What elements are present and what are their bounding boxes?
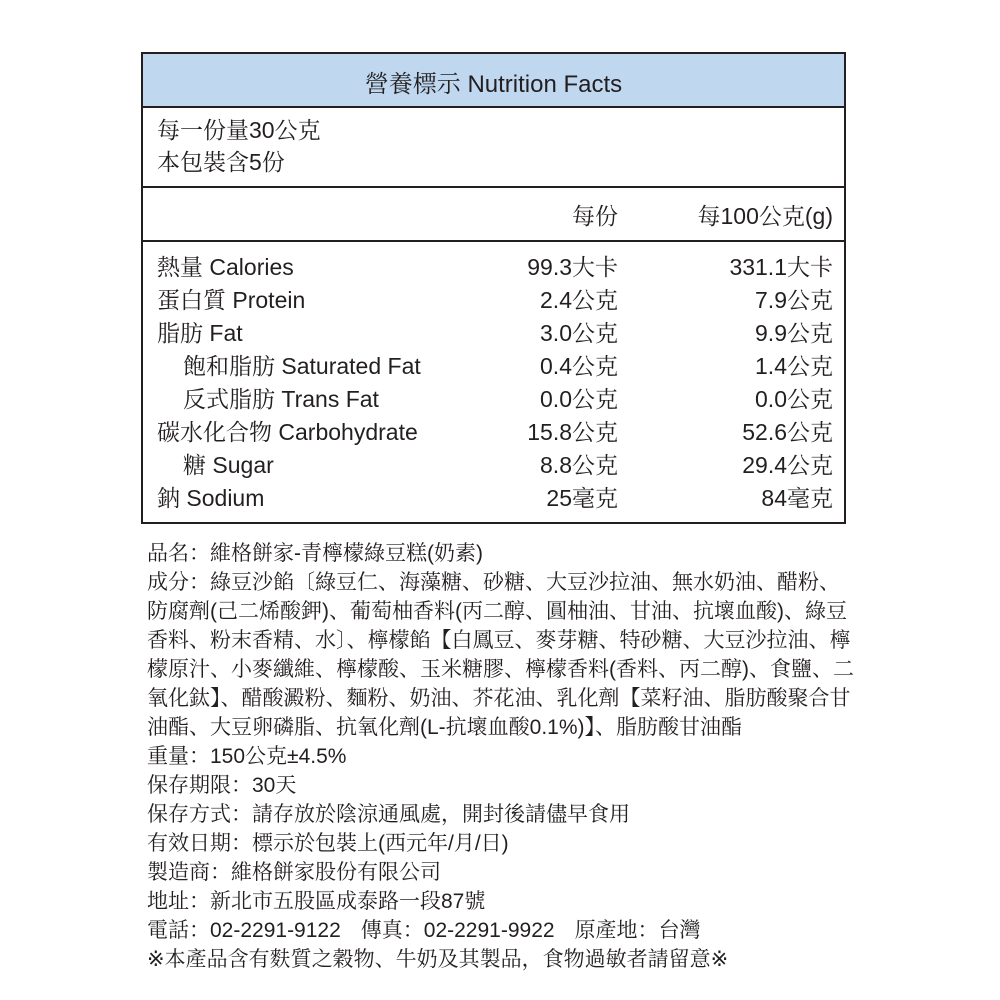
- expiry-date-label: 有效日期：: [147, 832, 252, 855]
- nutrient-row-protein: [143, 282, 844, 315]
- nutrient-per-100g: 7.9公克: [755, 287, 833, 313]
- product-info: [147, 539, 854, 974]
- ingredients-line: [147, 597, 854, 626]
- ingredients-text: 檬原汁、小麥纖維、檸檬酸、玉米糖膠、檸檬香料(香料、丙二醇)、食鹽、二: [147, 658, 854, 681]
- nutrient-per-serving: 25毫克: [546, 485, 618, 511]
- ingredients-text: 氧化鈦】、醋酸澱粉、麵粉、奶油、芥花油、乳化劑【菜籽油、脂肪酸聚合甘: [147, 687, 851, 710]
- column-header-per-serving: 每份: [572, 202, 618, 229]
- nutrient-row-fat: [143, 315, 844, 348]
- nutrient-per-100g: 29.4公克: [742, 452, 833, 478]
- nutrient-label: 碳水化合物 Carbohydrate: [157, 419, 418, 445]
- nutrient-row-sodium: [143, 480, 844, 513]
- nutrient-per-100g: 1.4公克: [755, 353, 833, 379]
- weight-label: 重量：: [147, 745, 210, 768]
- fax-group: [361, 919, 555, 942]
- nutrient-per-100g: 0.0公克: [755, 386, 833, 412]
- manufacturer-value: 維格餅家股份有限公司: [231, 861, 441, 884]
- nutrient-per-serving: 0.4公克: [540, 353, 618, 379]
- manufacturer-label: 製造商：: [147, 861, 231, 884]
- storage-label: 保存方式：: [147, 803, 252, 826]
- origin-label: 原產地：: [574, 919, 659, 942]
- serving-info: [143, 108, 844, 188]
- ingredients-text: 綠豆沙餡〔綠豆仁、海藻糖、砂糖、大豆沙拉油、無水奶油、醋粉、: [210, 571, 840, 594]
- ingredients-label: 成分：: [147, 571, 210, 594]
- ingredients-text: 防腐劑(己二烯酸鉀)、葡萄柚香料(丙二醇、圓柚油、甘油、抗壞血酸)、綠豆: [147, 600, 847, 623]
- nutrient-row-calories: [143, 249, 844, 282]
- shelf-life-label: 保存期限：: [147, 774, 252, 797]
- nutrient-row-sugar: [143, 447, 844, 480]
- nutrient-per-serving: 15.8公克: [527, 419, 618, 445]
- nutrient-per-serving: 2.4公克: [540, 287, 618, 313]
- product-name-label: 品名：: [147, 542, 210, 565]
- nutrient-label: 糖 Sugar: [183, 452, 274, 478]
- nutrient-per-100g: 84毫克: [761, 485, 833, 511]
- ingredients-line: [147, 568, 854, 597]
- expiry-date-line: [147, 829, 854, 858]
- ingredients-text: 香料、粉末香精、水〕、檸檬餡【白鳳豆、麥芽糖、特砂糖、大豆沙拉油、檸: [147, 629, 851, 652]
- phone-group: [147, 919, 341, 942]
- nutrient-row-saturated-fat: [143, 348, 844, 381]
- weight-line: [147, 742, 854, 771]
- servings-per-package: 本包裝含5份: [157, 149, 285, 175]
- nutrient-row-carbohydrate: [143, 414, 844, 447]
- allergen-notice: ※本產品含有麩質之穀物、牛奶及其製品，食物過敏者請留意※: [147, 948, 729, 971]
- shelf-life-line: [147, 771, 854, 800]
- nutrient-label: 蛋白質 Protein: [157, 287, 306, 313]
- ingredients-line: [147, 713, 854, 742]
- ingredients-line: [147, 684, 854, 713]
- serving-size: 每一份量30公克: [157, 117, 321, 143]
- nutrient-rows: [143, 242, 844, 513]
- manufacturer-line: [147, 858, 854, 887]
- storage-value: 請存放於陰涼通風處，開封後請儘早食用: [252, 803, 630, 826]
- nutrient-label: 飽和脂肪 Saturated Fat: [183, 353, 421, 379]
- nutrient-label: 熱量 Calories: [157, 254, 294, 280]
- ingredients-line: [147, 655, 854, 684]
- weight-value: 150公克±4.5%: [210, 745, 347, 768]
- phone-label: 電話：: [147, 919, 210, 942]
- nutrient-per-serving: 8.8公克: [540, 452, 618, 478]
- nutrition-facts-title: 營養標示 Nutrition Facts: [143, 54, 844, 108]
- nutrient-label: 脂肪 Fat: [157, 320, 243, 346]
- column-header-row: [143, 188, 844, 242]
- nutrient-row-trans-fat: [143, 381, 844, 414]
- nutrient-per-serving: 0.0公克: [540, 386, 618, 412]
- nutrient-label: 鈉 Sodium: [157, 485, 265, 511]
- product-name-value: 維格餅家-青檸檬綠豆糕(奶素): [210, 542, 483, 565]
- expiry-date-value: 標示於包裝上(西元年/月/日): [252, 832, 509, 855]
- nutrient-per-100g: 331.1大卡: [729, 254, 833, 280]
- origin-value: 台灣: [658, 919, 701, 942]
- product-name-line: [147, 539, 854, 568]
- ingredients-line: [147, 626, 854, 655]
- storage-line: [147, 800, 854, 829]
- contact-line: [147, 916, 854, 945]
- phone-value: 02-2291-9122: [210, 919, 341, 942]
- address-value: 新北市五股區成泰路一段87號: [210, 890, 486, 913]
- nutrient-label: 反式脂肪 Trans Fat: [183, 386, 379, 412]
- address-label: 地址：: [147, 890, 210, 913]
- nutrient-per-serving: 99.3大卡: [527, 254, 618, 280]
- nutrient-per-100g: 52.6公克: [742, 419, 833, 445]
- nutrition-facts-table: [141, 52, 846, 524]
- ingredients-text: 油酯、大豆卵磷脂、抗氧化劑(L-抗壞血酸0.1%)】、脂肪酸甘油酯: [147, 716, 743, 739]
- address-line: [147, 887, 854, 916]
- column-header-per-100g: 每100公克(g): [697, 202, 833, 229]
- fax-label: 傳真：: [360, 919, 424, 942]
- origin-group: [575, 919, 701, 942]
- shelf-life-value: 30天: [252, 774, 297, 797]
- nutrient-per-serving: 3.0公克: [540, 320, 618, 346]
- fax-value: 02-2291-9922: [423, 919, 555, 942]
- nutrient-per-100g: 9.9公克: [755, 320, 833, 346]
